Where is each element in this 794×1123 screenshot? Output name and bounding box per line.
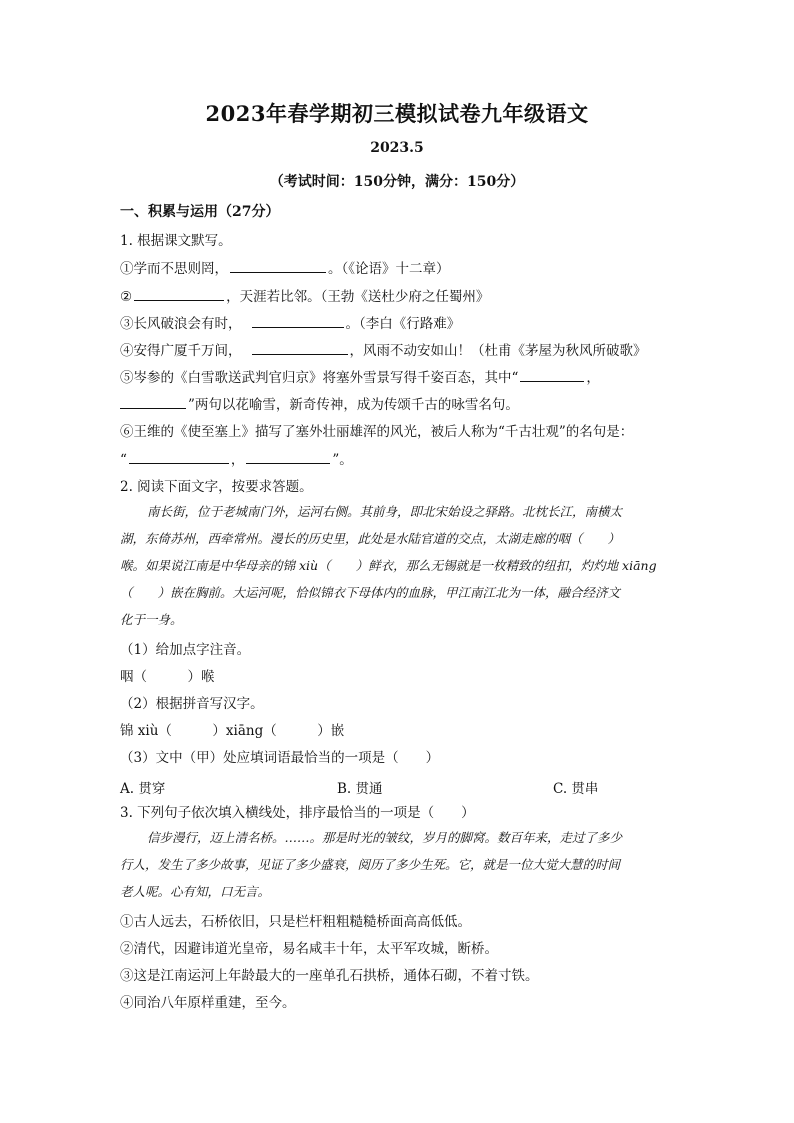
exam-title: 2023年春学期初三模拟试卷九年级语文 xyxy=(205,101,589,126)
q1-line-3-b: 。（李白《行路难》 xyxy=(345,316,461,332)
q1-line-4 xyxy=(120,341,647,360)
answer-blank[interactable] xyxy=(252,341,348,355)
q2-passage-line: 湖，东倚苏州，西牵常州。漫长的历史里，此处是水陆官道的交点，太湖走廊的咽（ ） xyxy=(120,531,621,546)
q2-sub-2-answer: 锦 xiù（ ）xiāng（ ）嵌 xyxy=(120,723,345,739)
q3-passage-line: 老人呢。心有知，口无言。 xyxy=(120,884,271,899)
q1-line-3-a: ③长风破浪会有时， xyxy=(120,316,242,332)
exam-info: （考试时间：150分钟，满分：150分） xyxy=(269,174,525,190)
q2-option-c[interactable]: C. 贯串 xyxy=(553,781,599,797)
answer-blank[interactable] xyxy=(246,450,330,464)
q1-line-6 xyxy=(120,395,519,414)
answer-blank[interactable] xyxy=(520,368,584,382)
section-heading: 一、积累与运用（27分） xyxy=(120,204,280,220)
q2-passage-line: 南长街，位于老城南门外，运河右侧。其前身，即北宋始设之驿路。北枕长江，南横太 xyxy=(147,504,623,519)
q3-sentence-1: ①古人远去，石桥依旧，只是栏杆粗粗糙糙桥面高高低低。 xyxy=(120,914,471,930)
q3-passage-line: 信步漫行，迈上清名桥。……。那是时光的皱纹，岁月的脚窝。数百年来，走过了多少 xyxy=(147,830,623,845)
exam-date: 2023.5 xyxy=(370,140,424,156)
q1-line-2-b: ，天涯若比邻。（王勃《送杜少府之任蜀州》 xyxy=(226,289,490,305)
q1-line-5 xyxy=(120,368,600,387)
q2-option-b[interactable]: B. 贯通 xyxy=(337,781,383,797)
q1-line-1 xyxy=(120,259,450,278)
answer-blank[interactable] xyxy=(252,314,344,328)
answer-blank[interactable] xyxy=(129,450,229,464)
q1-line-4-a: ④安得广厦千万间， xyxy=(120,343,242,359)
q1-line-8-b: ， xyxy=(230,452,245,468)
answer-blank[interactable] xyxy=(120,395,186,409)
q1-line-3 xyxy=(120,314,460,333)
q1-line-2-a: ② xyxy=(120,289,133,305)
q1-stem: 1. 根据课文默写。 xyxy=(120,233,232,249)
q2-sub-1: （1）给加点字注音。 xyxy=(120,642,251,658)
answer-blank[interactable] xyxy=(134,287,224,301)
q3-sentence-2: ②清代，因避讳道光皇帝，易名咸丰十年，太平军攻城，断桥。 xyxy=(120,941,498,957)
q1-line-5-a: ⑤岑参的《白雪歌送武判官归京》将塞外雪景写得千姿百态，其中“ xyxy=(120,370,519,386)
q2-sub-3: （3）文中（甲）处应填词语最恰当的一项是（ ） xyxy=(120,750,440,766)
q1-line-5-b: ， xyxy=(586,370,600,386)
q1-line-1-b: 。（《论语》十二章） xyxy=(328,261,450,277)
q1-line-7: ⑥王维的《使至塞上》描写了塞外壮丽雄浑的风光，被后人称为“千古壮观”的名句是： xyxy=(120,424,634,440)
q2-passage-line: 化于一身。 xyxy=(120,612,183,627)
q2-sub-1-answer: 咽（ ）喉 xyxy=(120,669,215,685)
q2-passage-line: 喉。如果说江南是中华母亲的锦 xiù（ ）鲜衣，那么无锡就是一枚精致的纽扣，灼灼地 xiāng xyxy=(120,558,657,573)
q2-option-a[interactable]: A. 贯穿 xyxy=(120,781,166,797)
q3-stem: 3. 下列句子依次填入横线处，排序最恰当的一项是（ ） xyxy=(120,805,475,821)
q1-line-4-b: ，风雨不动安如山！（杜甫《茅屋为秋风所破歌》 xyxy=(349,343,647,359)
q2-passage-line: （ ）嵌在胸前。大运河呢，恰似锦衣下母体内的血脉，甲江南江北为一体，融合经济文 xyxy=(120,585,621,600)
q3-sentence-3: ③这是江南运河上年龄最大的一座单孔石拱桥，通体石砌，不着寸铁。 xyxy=(120,968,539,984)
q1-line-8 xyxy=(120,450,353,469)
q2-sub-2: （2）根据拼音写汉字。 xyxy=(120,696,264,712)
q1-line-2 xyxy=(120,287,489,306)
q2-stem: 2. 阅读下面文字，按要求答题。 xyxy=(120,479,313,495)
q1-line-1-a: ①学而不思则罔， xyxy=(120,261,228,277)
q3-sentence-4: ④同治八年原样重建，至今。 xyxy=(120,995,296,1011)
answer-blank[interactable] xyxy=(230,259,326,273)
q1-line-6-a: ”两句以花喻雪，新奇传神，成为传颂千古的咏雪名句。 xyxy=(188,397,519,413)
q1-line-8-c: ”。 xyxy=(332,452,353,468)
q1-line-8-a: “ xyxy=(120,452,127,468)
q3-passage-line: 行人，发生了多少故事，见证了多少盛衰，阅历了多少生死。它，就是一位大觉大慧的时间 xyxy=(120,857,621,872)
